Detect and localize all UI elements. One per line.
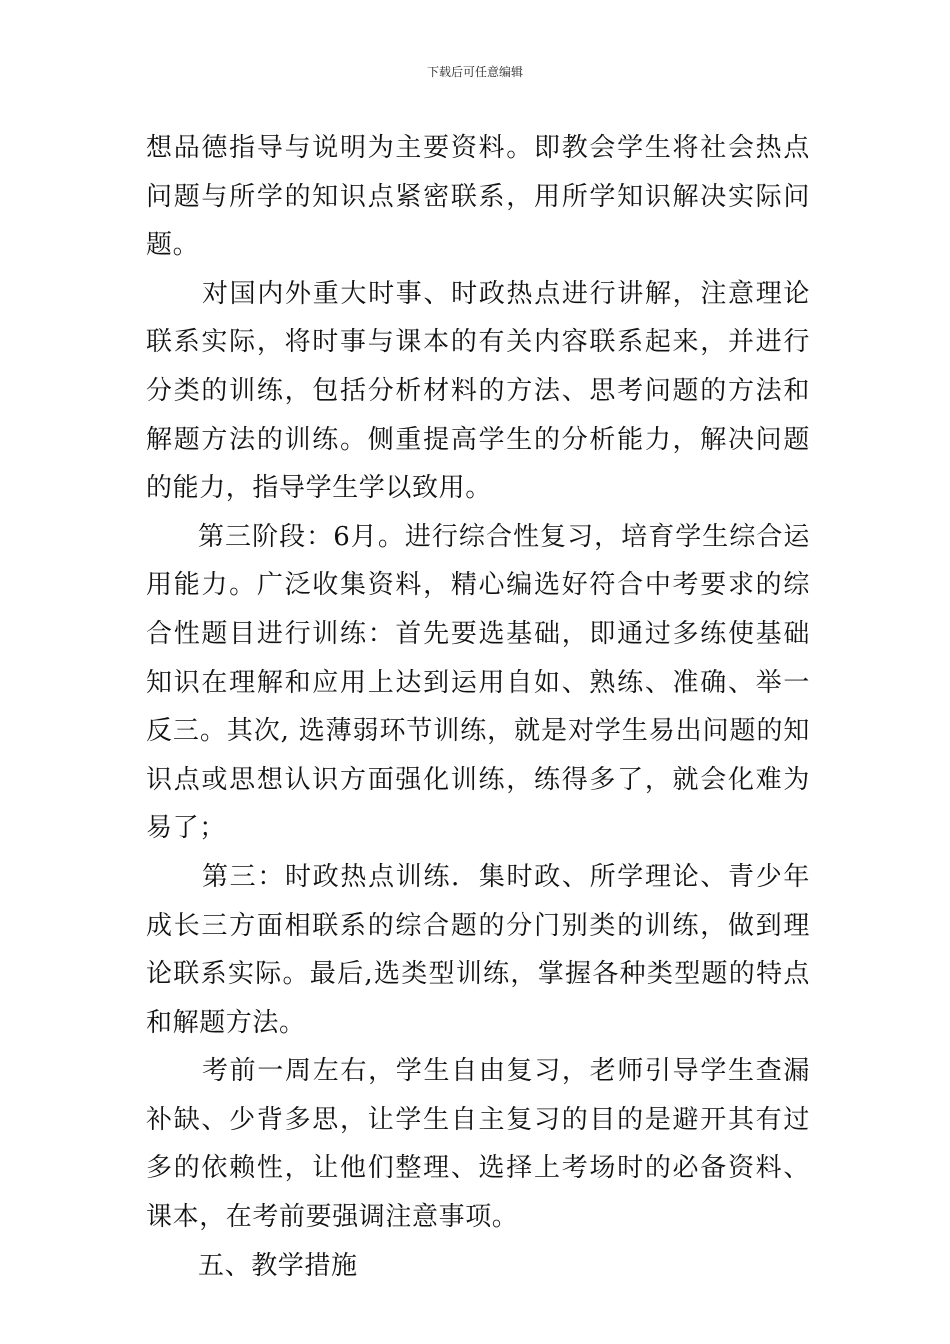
paragraph-current-affairs: 对国内外重大时事、时政热点进行讲解，注意理论联系实际，将时事与课本的有关内容联系起来，并进行分类的训练，包括分析材料的方法、思考问题的方法和解题方法的训练。侧重提高学生的分析能力，解决问题的能力，指导学生学以致用。: [146, 278, 810, 504]
paragraph-before-exam: 考前一周左右，学生自由复习，老师引导学生查漏补缺、少背多思，让学生自主复习的目的是避开其有过多的依赖性，让他们整理、选择上考场时的必备资料、课本，在考前要强调注意事项。: [146, 1056, 810, 1233]
document-body: [146, 124, 810, 1290]
page-header-note: 下载后可任意编辑: [426, 65, 523, 79]
paragraph-intro-continuation: 想品德指导与说明为主要资料。即教会学生将社会热点问题与所学的知识点紧密联系，用所学知识解决实际问题。: [146, 133, 810, 261]
paragraph-stage-three: 第三阶段：6月。进行综合性复习，培育学生综合运用能力。广泛收集资料，精心编选好符合中考要求的综合性题目进行训练：首先要选基础，即通过多练使基础知识在理解和应用上达到运用自如、熟练、准确、举一反三。其次, 选薄弱环节训练，就是对学生易出问题的知识点或思想认识方面强化训练，练得多了，就会化难为易了；: [146, 521, 810, 844]
section-heading-teaching-measures: 五、教学措施: [198, 1250, 358, 1281]
paragraph-third-training: 第三：时政热点训练．集时政、所学理论、青少年成长三方面相联系的综合题的分门别类的训练，做到理论联系实际。最后,选类型训练，掌握各种类型题的特点和解题方法。: [146, 861, 810, 1038]
